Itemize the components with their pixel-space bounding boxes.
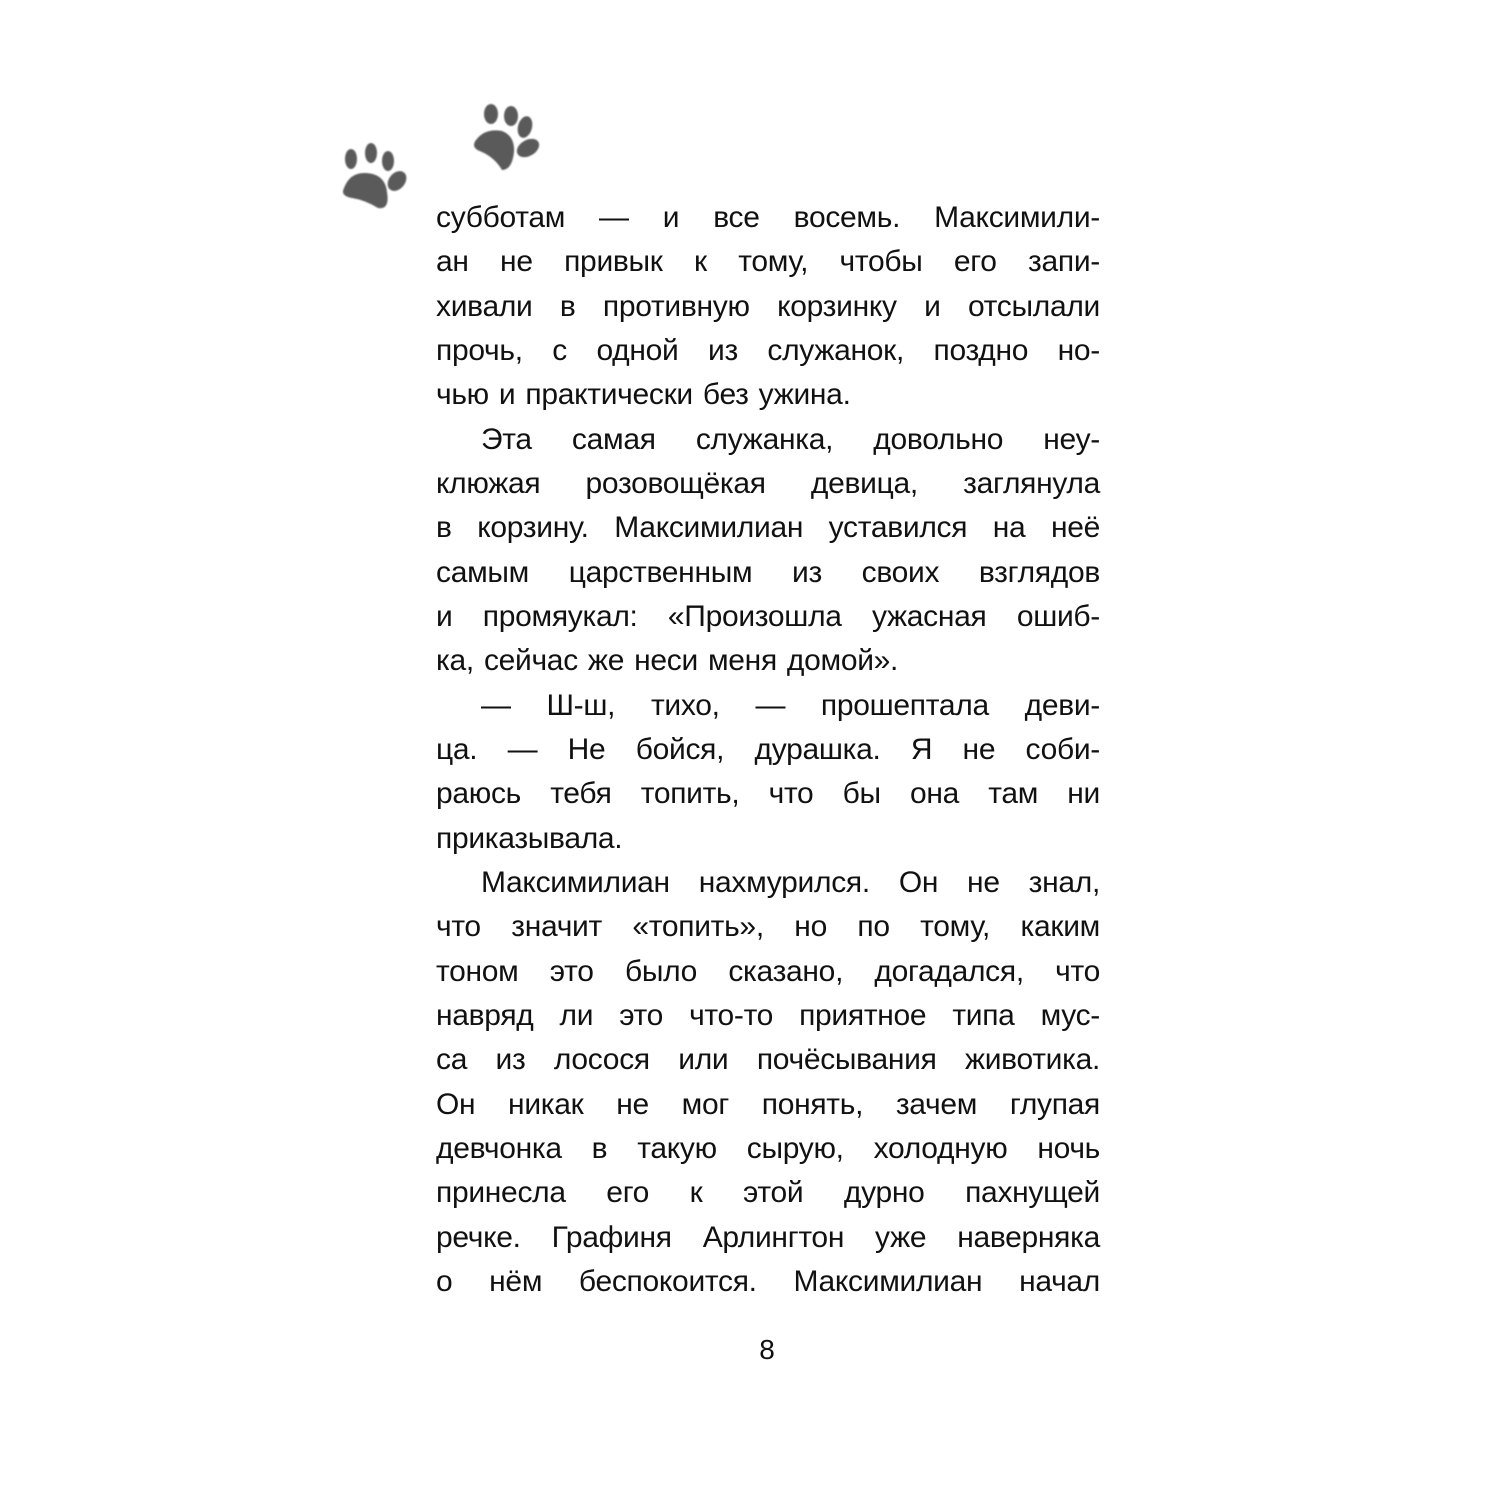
text-line: хивали в противную корзинку и отсылали [436,289,1100,323]
text-line: Эта самая служанка, довольно неу- [481,422,1100,456]
text-line: ан не привык к тому, чтобы его запи- [436,245,1100,279]
text-line: принесла его к этой дурно пахнущей [436,1176,1100,1210]
text-line: чью и практически без ужина. [436,378,851,412]
text-line: субботам — и все восемь. Максимили- [436,201,1100,234]
paw-print-icon [343,143,410,208]
text-line: раюсь тебя топить, что бы она там ни [436,777,1100,811]
text-line: и промяукал: «Произошла ужасная ошиб- [436,599,1100,633]
text-line: приказывала. [436,821,623,855]
paw-print-icon [474,104,542,170]
text-line: самым царственным из своих взглядов [436,555,1100,589]
text-line: в корзину. Максимилиан уставился на неё [436,511,1100,545]
text-line: Максимилиан нахмурился. Он не знал, [481,865,1100,899]
text-line: о нём беспокоится. Максимилиан начал [436,1264,1100,1298]
text-line: клюжая розовощёкая девица, заглянула [436,466,1100,500]
text-line: речке. Графиня Арлингтон уже наверняка [436,1220,1100,1254]
text-line: са из лосося или почёсывания животика. [436,1043,1100,1077]
page-number: 8 [759,1334,775,1365]
text-line: ка, сейчас же неси меня домой». [436,644,899,678]
text-line: — Ш-ш, тихо, — прошептала деви- [481,688,1100,722]
text-line: Он никак не мог понять, зачем глупая [436,1087,1100,1121]
text-line: девчонка в такую сырую, холодную ночь [436,1131,1100,1165]
text-line: прочь, с одной из служанок, поздно но- [436,333,1100,367]
text-line: навряд ли это что-то приятное типа мус- [436,998,1100,1032]
text-line: ца. — Не бойся, дурашка. Я не соби- [436,732,1100,766]
text-line: что значит «топить», но по тому, каким [436,910,1100,944]
body-text [436,196,1100,1304]
text-line: тоном это было сказано, догадался, что [436,954,1100,988]
